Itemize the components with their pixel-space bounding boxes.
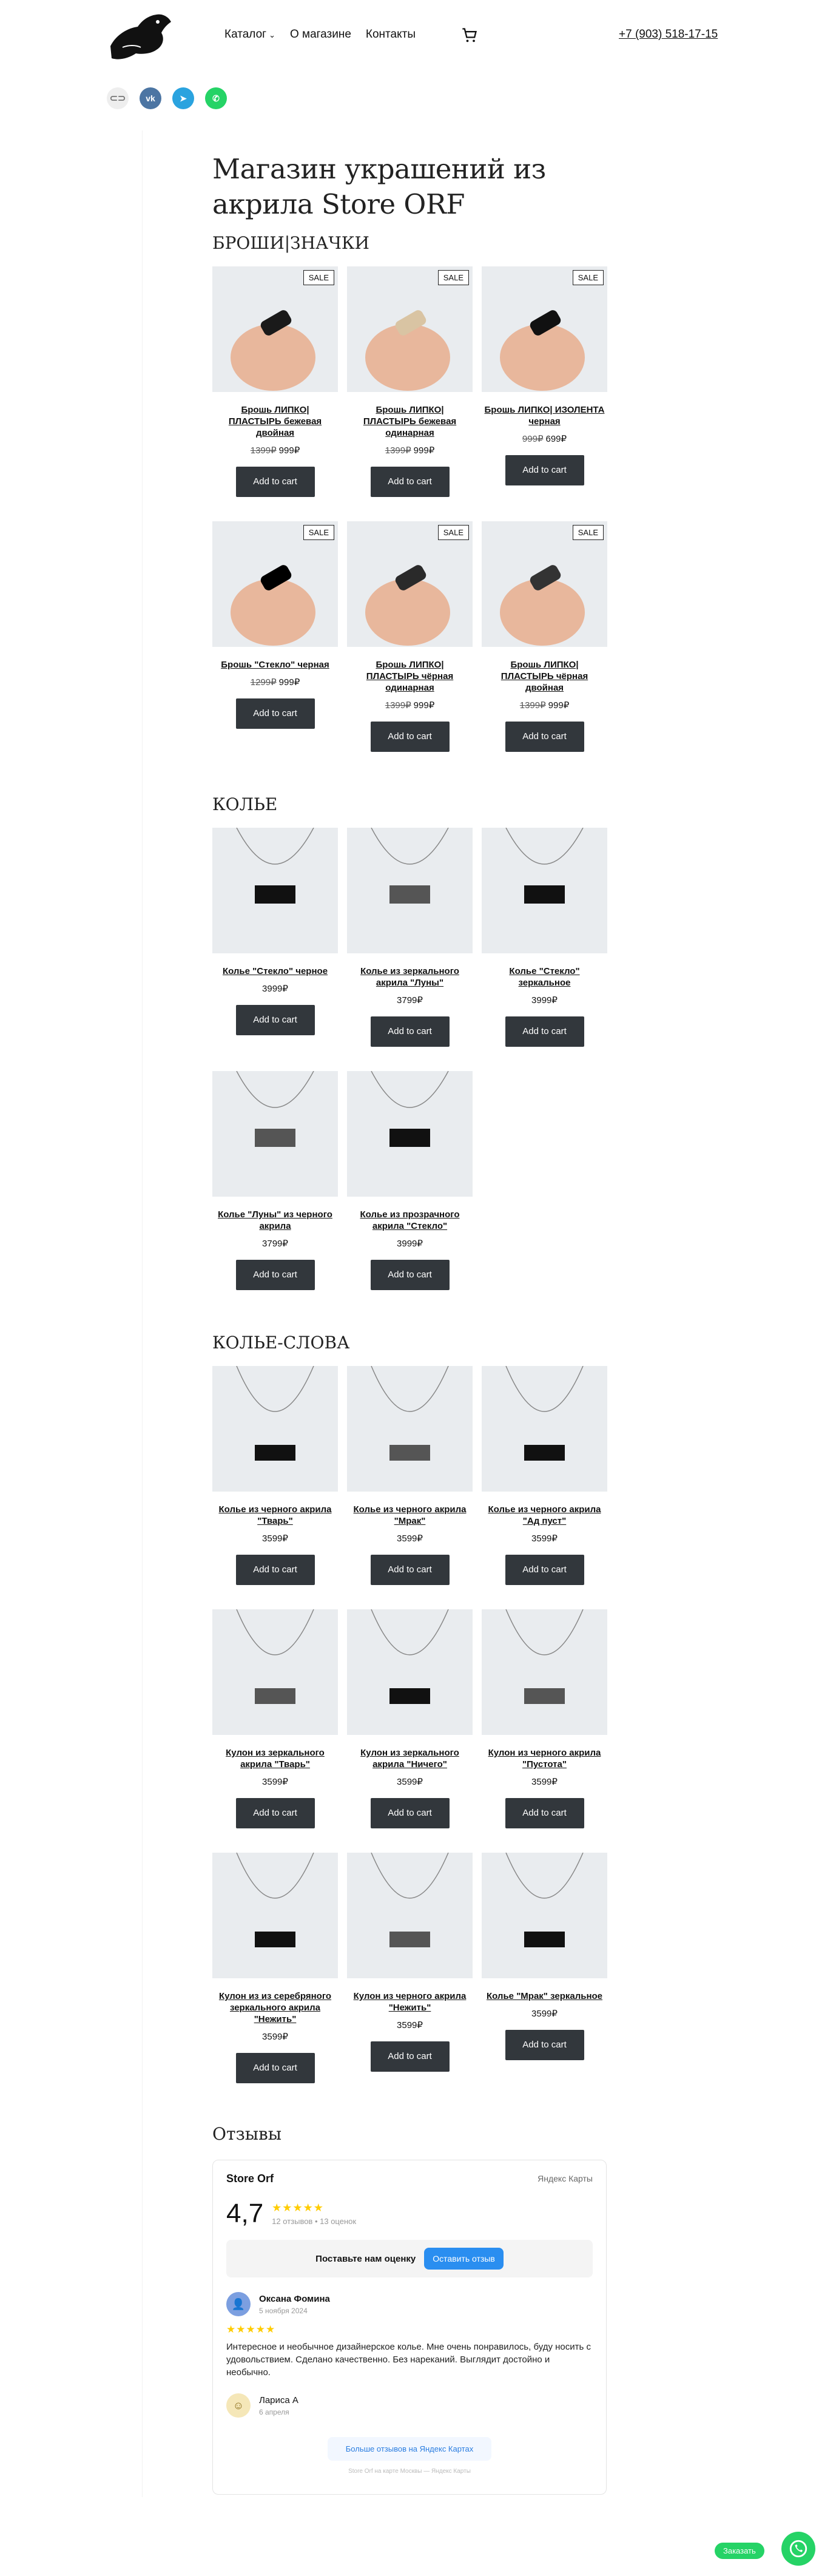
product-name[interactable]: Колье "Мрак" зеркальное <box>486 1991 603 2001</box>
product-photo-icon <box>482 828 607 953</box>
product-name[interactable]: Брошь "Стекло" черная <box>221 660 329 670</box>
sale-badge: SALE <box>573 270 604 285</box>
product-name[interactable]: Колье из черного акрила "Тварь" <box>218 1504 332 1526</box>
product-photo-icon <box>212 1609 338 1735</box>
product-name[interactable]: Брошь ЛИПКО| ПЛАСТЫРЬ чёрная двойная <box>500 660 588 693</box>
review-author: Оксана Фомина <box>259 2293 330 2304</box>
rating-score: 4,7 <box>226 2199 264 2228</box>
chevron-down-icon: ⌄ <box>269 30 275 39</box>
site-header <box>0 0 819 73</box>
product-photo-icon <box>482 266 607 392</box>
reviews-section <box>212 2113 608 2495</box>
sale-badge: SALE <box>438 525 469 540</box>
add-to-cart-button[interactable]: Add to cart <box>371 467 450 497</box>
product-image[interactable] <box>212 266 338 392</box>
rating-summary <box>226 2199 593 2229</box>
product-image[interactable] <box>347 1853 473 1978</box>
product-price <box>482 1776 607 1787</box>
product-image[interactable] <box>212 1609 338 1735</box>
product-name[interactable]: Кулон из черного акрила "Пустота" <box>488 1748 601 1770</box>
current-price: 999₽ <box>548 700 570 711</box>
product-price <box>482 433 607 444</box>
rating-count: 12 отзывов • 13 оценок <box>272 2217 357 2226</box>
current-price: 3599₽ <box>531 1777 558 1787</box>
product-price <box>347 1238 473 1249</box>
product-card <box>482 521 607 752</box>
sale-badge: SALE <box>438 270 469 285</box>
product-photo-icon <box>212 266 338 392</box>
section-title: КОЛЬЕ <box>212 794 278 814</box>
product-name[interactable]: Колье из зеркального акрила "Луны" <box>360 966 459 988</box>
product-image[interactable] <box>482 266 607 392</box>
nav-catalog[interactable]: Каталог ⌄ <box>224 28 275 41</box>
product-image[interactable] <box>347 1609 473 1735</box>
product-card <box>347 828 473 1047</box>
add-to-cart-button[interactable]: Add to cart <box>505 722 584 752</box>
product-image[interactable] <box>212 828 338 953</box>
product-sections <box>212 233 608 2083</box>
yandex-maps-link[interactable]: Яндекс Карты <box>538 2174 593 2183</box>
review-text: Интересное и необычное дизайнерское колье. Мне очень понравилось, буду носить с удовольствием. Сделано качественно. Без нареканий. Выглядит достойно и необычно. <box>226 2342 591 2378</box>
old-price: 1399₽ <box>385 700 411 711</box>
product-photo-icon <box>212 1071 338 1197</box>
sale-badge: SALE <box>573 525 604 540</box>
telegram-icon[interactable]: ➤ <box>172 87 194 109</box>
copy-link-icon[interactable]: ⊂⊃ <box>107 87 129 109</box>
current-price: 3999₽ <box>262 984 288 994</box>
product-name[interactable]: Брошь ЛИПКО| ПЛАСТЫРЬ бежевая одинарная <box>363 405 457 438</box>
rate-us-text: Поставьте нам оценку <box>315 2253 416 2264</box>
product-photo-icon <box>347 1071 473 1197</box>
product-price <box>212 2031 338 2042</box>
add-to-cart-button[interactable]: Add to cart <box>505 1016 584 1047</box>
review-date: 5 ноября 2024 <box>259 2306 308 2315</box>
product-name[interactable]: Колье "Стекло" черное <box>222 966 328 976</box>
product-photo-icon <box>482 1366 607 1492</box>
old-price: 1399₽ <box>385 445 411 456</box>
rating-stars-icon: ★★★★★ <box>272 2202 324 2214</box>
current-price: 999₽ <box>413 445 435 456</box>
reviews-title: Отзывы <box>212 2124 282 2144</box>
product-price <box>347 1533 473 1544</box>
current-price: 3599₽ <box>531 1533 558 1544</box>
section-title: БРОШИ|ЗНАЧКИ <box>212 233 369 253</box>
store-name: Store Orf <box>226 2172 274 2185</box>
product-name[interactable]: Колье из прозрачного акрила "Стекло" <box>360 1209 460 1231</box>
add-to-cart-button[interactable]: Add to cart <box>236 467 315 497</box>
product-grid <box>212 266 608 752</box>
product-card <box>482 1609 607 1828</box>
current-price: 3599₽ <box>397 2020 423 2030</box>
main-content <box>212 152 608 2083</box>
current-price: 3599₽ <box>397 1533 423 1544</box>
add-to-cart-button[interactable]: Add to cart <box>505 1798 584 1828</box>
sale-badge: SALE <box>303 525 334 540</box>
product-price <box>212 1776 338 1787</box>
product-price <box>347 445 473 456</box>
product-card <box>482 1366 607 1585</box>
product-name[interactable]: Кулон из черного акрила "Нежить" <box>353 1991 467 2013</box>
current-price: 3999₽ <box>531 995 558 1006</box>
product-price <box>482 995 607 1006</box>
product-card <box>482 266 607 497</box>
widget-footnote: Store Orf на карте Москвы — Яндекс Карты <box>348 2468 471 2475</box>
product-name[interactable]: Кулон из зеркального акрила "Ничего" <box>360 1748 459 1770</box>
product-price <box>347 2020 473 2030</box>
leave-review-button[interactable]: Оставить отзыв <box>424 2248 504 2270</box>
product-name[interactable]: Брошь ЛИПКО| ПЛАСТЫРЬ бежевая двойная <box>228 405 322 438</box>
product-card <box>482 828 607 1047</box>
product-card <box>347 521 473 752</box>
product-card <box>347 266 473 497</box>
product-card <box>347 1853 473 2083</box>
product-photo-icon <box>212 1366 338 1492</box>
product-price <box>212 1238 338 1249</box>
product-photo-icon <box>212 1853 338 1978</box>
nav-about[interactable]: О магазине <box>289 28 351 41</box>
product-photo-icon <box>347 266 473 392</box>
old-price: 1399₽ <box>519 700 546 711</box>
product-photo-icon <box>212 521 338 647</box>
product-card <box>212 1609 338 1828</box>
add-to-cart-button[interactable]: Add to cart <box>236 1260 315 1290</box>
product-card <box>212 1853 338 2083</box>
product-photo-icon <box>347 1609 473 1735</box>
product-image[interactable] <box>212 1366 338 1492</box>
current-price: 999₽ <box>278 445 300 456</box>
more-reviews-link[interactable]: Больше отзывов на Яндекс Картах <box>328 2437 491 2461</box>
review-stars-icon: ★★★★★ <box>226 2324 276 2335</box>
current-price: 3599₽ <box>531 2009 558 2019</box>
product-image[interactable] <box>347 521 473 647</box>
product-image[interactable] <box>347 266 473 392</box>
product-photo-icon <box>212 828 338 953</box>
product-photo-icon <box>482 521 607 647</box>
store-logo[interactable] <box>104 10 178 66</box>
add-to-cart-button[interactable]: Add to cart <box>505 455 584 485</box>
add-to-cart-button[interactable]: Add to cart <box>236 2053 315 2083</box>
add-to-cart-button[interactable]: Add to cart <box>236 698 315 729</box>
current-price: 3799₽ <box>262 1239 288 1249</box>
old-price: 1399₽ <box>250 445 277 456</box>
sale-badge: SALE <box>303 270 334 285</box>
product-image[interactable] <box>212 1853 338 1978</box>
main-nav <box>224 28 416 41</box>
add-to-cart-button[interactable]: Add to cart <box>505 1555 584 1585</box>
add-to-cart-button[interactable]: Add to cart <box>371 722 450 752</box>
whatsapp-float-icon[interactable] <box>781 2532 815 2566</box>
product-card <box>212 1071 338 1290</box>
product-image[interactable] <box>482 828 607 953</box>
product-photo-icon <box>347 1853 473 1978</box>
product-card <box>347 1609 473 1828</box>
current-price: 999₽ <box>278 677 300 688</box>
product-image[interactable] <box>482 1853 607 1978</box>
product-photo-icon <box>347 521 473 647</box>
product-name[interactable]: Брошь ЛИПКО| ИЗОЛЕНТА черная <box>484 405 605 427</box>
current-price: 3599₽ <box>262 1777 288 1787</box>
product-name[interactable]: Брошь ЛИПКО| ПЛАСТЫРЬ чёрная одинарная <box>366 660 454 693</box>
rate-us-banner <box>226 2240 593 2277</box>
current-price: 3999₽ <box>397 1239 423 1249</box>
add-to-cart-button[interactable]: Add to cart <box>371 1555 450 1585</box>
product-image[interactable] <box>212 521 338 647</box>
old-price: 1299₽ <box>250 677 277 688</box>
product-name[interactable]: Колье из черного акрила "Мрак" <box>353 1504 467 1526</box>
product-name[interactable]: Кулон из зеркального акрила "Тварь" <box>226 1748 325 1770</box>
vk-icon[interactable]: vk <box>140 87 161 109</box>
old-price: 999₽ <box>522 434 544 444</box>
current-price: 3599₽ <box>262 2032 288 2042</box>
product-price <box>347 995 473 1006</box>
add-to-cart-button[interactable]: Add to cart <box>371 2041 450 2072</box>
add-to-cart-button[interactable]: Add to cart <box>505 2030 584 2060</box>
product-image[interactable] <box>482 521 607 647</box>
product-price <box>212 1533 338 1544</box>
product-grid <box>212 1366 608 2083</box>
section-title: КОЛЬЕ-СЛОВА <box>212 1333 350 1353</box>
current-price: 3599₽ <box>397 1777 423 1787</box>
add-to-cart-button[interactable]: Add to cart <box>236 1798 315 1828</box>
phone-link[interactable]: +7 (903) 518-17-15 <box>619 28 718 41</box>
product-image[interactable] <box>482 1366 607 1492</box>
product-price <box>212 677 338 688</box>
current-price: 999₽ <box>413 700 435 711</box>
product-image[interactable] <box>482 1609 607 1735</box>
product-image[interactable] <box>212 1071 338 1197</box>
product-card <box>347 1366 473 1585</box>
product-photo-icon <box>482 1609 607 1735</box>
product-price <box>482 1533 607 1544</box>
product-grid <box>212 828 608 1290</box>
product-price <box>212 983 338 994</box>
add-to-cart-button[interactable]: Add to cart <box>236 1555 315 1585</box>
product-price <box>347 700 473 711</box>
page-title: Магазин украшений из акрила Store ORF <box>212 153 546 220</box>
whatsapp-icon[interactable]: ✆ <box>205 87 227 109</box>
product-image[interactable] <box>347 1366 473 1492</box>
current-price: 3599₽ <box>262 1533 288 1544</box>
product-price <box>482 700 607 711</box>
product-photo-icon <box>482 1853 607 1978</box>
divider <box>142 130 143 2497</box>
cart-icon[interactable] <box>461 27 478 44</box>
product-price <box>347 1776 473 1787</box>
review-author: Лариса А <box>259 2395 298 2405</box>
product-price <box>482 2008 607 2019</box>
current-price: 699₽ <box>545 434 567 444</box>
share-buttons <box>107 87 227 109</box>
nav-contacts[interactable]: Контакты <box>365 28 416 41</box>
product-name[interactable]: Колье из черного акрила "Ад пуст" <box>488 1504 601 1526</box>
review-date: 6 апреля <box>259 2407 289 2416</box>
avatar: ☺ <box>226 2393 251 2418</box>
avatar: 👤 <box>226 2292 251 2316</box>
yandex-reviews-widget <box>212 2160 607 2495</box>
product-card <box>212 521 338 752</box>
review-item <box>226 2292 593 2379</box>
product-price <box>212 445 338 456</box>
current-price: 3799₽ <box>397 995 423 1006</box>
product-image[interactable] <box>347 828 473 953</box>
product-card <box>482 1853 607 2083</box>
add-to-cart-button[interactable]: Add to cart <box>371 1016 450 1047</box>
product-image[interactable] <box>347 1071 473 1197</box>
order-button[interactable]: Заказать <box>715 2543 764 2559</box>
product-photo-icon <box>347 828 473 953</box>
add-to-cart-button[interactable]: Add to cart <box>371 1798 450 1828</box>
product-card <box>212 828 338 1047</box>
add-to-cart-button[interactable]: Add to cart <box>236 1005 315 1035</box>
product-name[interactable]: Колье "Луны" из черного акрила <box>218 1209 332 1231</box>
product-card <box>347 1071 473 1290</box>
product-photo-icon <box>347 1366 473 1492</box>
product-name[interactable]: Колье "Стекло" зеркальное <box>509 966 580 988</box>
product-card <box>212 266 338 497</box>
product-name[interactable]: Кулон из из серебряного зеркального акрила "Нежить" <box>218 1991 332 2024</box>
review-item <box>226 2393 593 2418</box>
add-to-cart-button[interactable]: Add to cart <box>371 1260 450 1290</box>
product-card <box>212 1366 338 1585</box>
